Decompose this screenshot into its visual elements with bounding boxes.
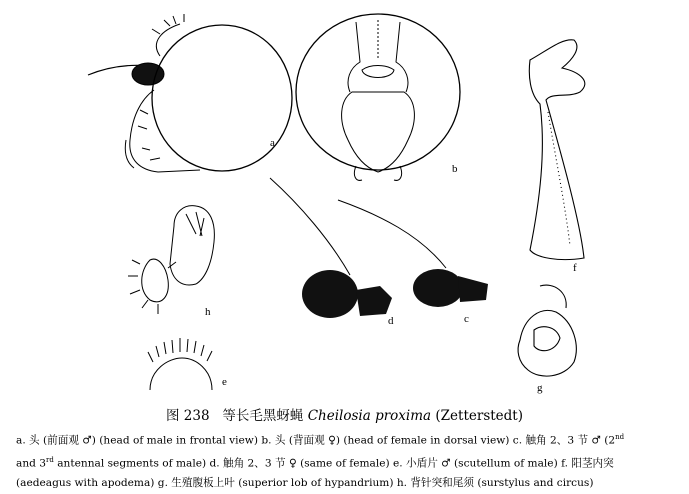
panel-label-a: a: [270, 137, 275, 149]
panel-b-drawing: [296, 14, 460, 180]
panel-h-drawing: [128, 206, 214, 314]
legend-line: and 3rd antennal segments of male) d. 触角 2、3 节 ♀ (same of female) e. 小盾片 ♂ (scutellum of male) f. 阳茎内突: [16, 456, 614, 470]
panel-label-f: f: [573, 262, 577, 274]
legend-line: (aedeagus with apodema) g. 生殖腹板上叶 (superior lob of hypandrium) h. 背针突和尾须 (surstylus and circus): [16, 477, 594, 490]
panel-d-drawing: [270, 178, 392, 318]
panel-label-e: e: [222, 376, 227, 388]
panel-e-drawing: [148, 338, 212, 390]
species-scientific-name: Cheilosia proxima: [307, 408, 432, 424]
panel-label-g: g: [537, 382, 543, 394]
legend-line: a. 头 (前面观 ♂) (head of male in frontal view) b. 头 (背面观 ♀) (head of female in dorsal view) c. 触角 2、3 节 ♂ (2nd: [16, 433, 625, 447]
panel-label-c: c: [464, 313, 469, 325]
panel-g-drawing: [518, 285, 576, 376]
figure-legend: [16, 428, 678, 494]
panel-label-h: h: [205, 306, 211, 318]
panel-a-drawing: [88, 14, 292, 172]
species-author: (Zetterstedt): [435, 408, 523, 424]
figure-caption: [0, 404, 689, 424]
figure-number: 图 238: [165, 408, 210, 424]
panel-label-d: d: [388, 315, 394, 327]
panel-f-drawing: [529, 40, 585, 260]
species-chinese-name: 等长毛黑蚜蝇: [222, 408, 304, 424]
panel-label-b: b: [452, 163, 458, 175]
